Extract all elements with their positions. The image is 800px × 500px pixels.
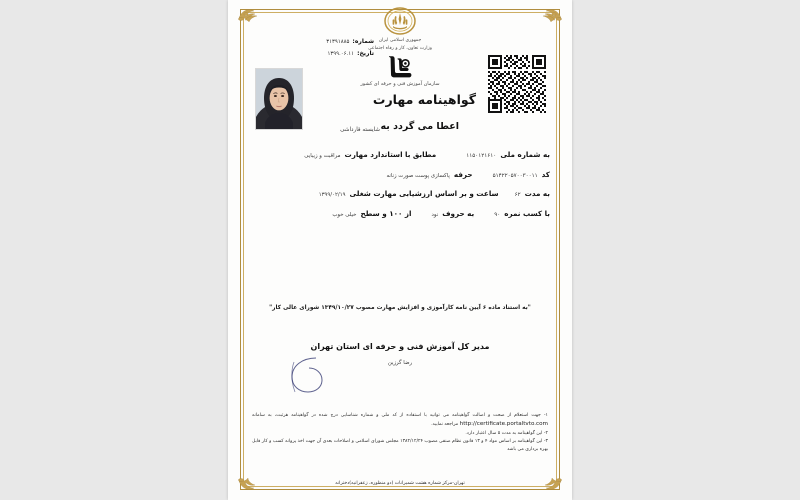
duration-value: ۶۲ [514,192,521,198]
signatory-title: مدیر کل آموزش فنی و حرفه ای استان تهران [310,342,490,351]
organization-line-3: سازمان آموزش فنی و حرفه ای کشور [360,81,440,87]
field-row-code [250,170,550,179]
legal-reference: "به استناد ماده ۶ آیین نامه کارآموزی و افزایش مهارت مصوب ۱۳۴۹/۱۰/۲۷ شورای عالی کار" [269,305,531,311]
score-level-label: از ۱۰۰ و سطح [360,208,412,218]
date-row [290,50,374,57]
verification-url[interactable]: http://certificate.portaltvto.com [459,420,548,427]
certificate-title: گواهینامه مهارت [372,92,476,107]
serial-value: ۳۱۳۹۱۸۸۵ [326,39,350,45]
footnotes [252,412,548,455]
occupation-label: حرفه [453,169,473,179]
certificate-subtitle: اعطا می گردد به [380,121,459,132]
certificate-meta [290,38,374,62]
organization-line-1: جمهوری اسلامی ایران [378,38,422,43]
date-value: ۱۳۹۹.۰۶.۱۱ [327,51,355,57]
training-center-note: تهران-مرکز شماره هشت شمیرانات (دو منظوره، زعفرانیه)دخترانه [335,481,465,486]
footnote-3: ۳- این گواهینامه بر اساس مواد ۴ و ۱۳ قانون نظام صنفی مصوب ۱۳۸۲/۱۲/۲۴ مجلس شورای اسلامی و اصلاحات بعدی آن جهت اخذ پروانه کسب و کار قابل بهره برداری می باشد [252,439,548,452]
assessment-label: ساعت و بر اساس ارزشیابی مهارت شغلی [349,189,499,198]
footnote-1-text-after: مراجعه نمایید. [431,421,459,427]
code-label: کد [541,169,550,179]
code-value: ۵۱۴۲۲۰۵۷۰۰۳۰۰۱۱ [492,172,538,179]
standard-value: مراقبت و زیبایی [304,153,341,159]
score-words-value: نود [431,211,439,218]
footnote-1 [252,412,548,429]
field-row-national-id [250,150,550,159]
score-words-label: به حروف [442,208,475,218]
national-id-value: ۱۱۵۰۱۲۱۶۱۰ [466,153,497,159]
certificate-page [228,0,572,500]
organization-line-2: وزارت تعاون، کار و رفاه اجتماعی [368,46,432,51]
score-level-value: خیلی خوب [332,211,357,218]
signatory-name: رضا گرزین [387,360,413,366]
holder-photo [255,68,303,130]
tvto-logo-icon [385,54,415,80]
holder-name: شایسته قارداشی [340,127,380,133]
field-row-duration [250,189,550,198]
date-label: تاریخ: [357,50,374,57]
assessment-date-value: ۱۳۹۹/۰۲/۱۹ [318,192,346,198]
footnote-1-text-before: ۱- جهت استعلام از صحت و اصالت گواهینامه می توانید با استفاده از کد ملی و شماره شناسایی درج شده در گواهینامه هرثبت، به سامانه [252,413,548,418]
standard-label: مطابق با استاندارد مهارت [344,150,437,159]
serial-label: شماره: [352,38,374,45]
score-label: با کسب نمره [504,208,550,218]
field-row-score [250,209,550,218]
certificate-fields [250,150,550,228]
verification-qr-code [488,55,546,113]
occupation-value: پاکسازی پوست صورت زنانه [386,172,450,179]
duration-label: به مدت [524,189,550,198]
score-value: ۹۰ [494,211,501,218]
serial-row [290,38,374,45]
national-id-label: به شماره ملی [500,150,550,159]
signature-mark [286,352,340,398]
iran-national-emblem-icon [383,6,417,36]
footnote-2: ۲- این گواهینامه به مدت ۵ سال اعتبار دارد. [465,430,548,436]
